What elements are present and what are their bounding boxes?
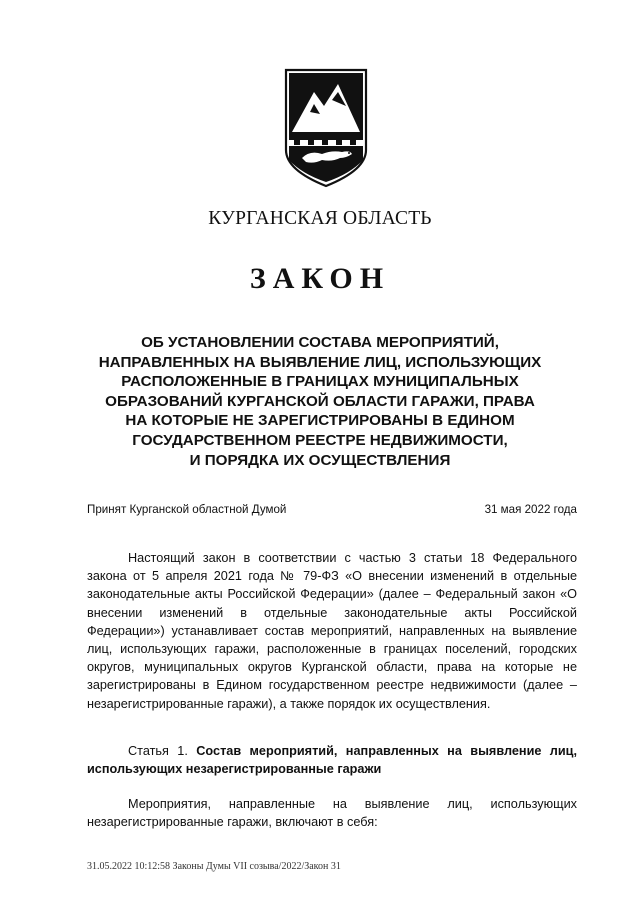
article-1-heading [87, 742, 577, 778]
law-title-line: НА КОТОРЫЕ НЕ ЗАРЕГИСТРИРОВАНЫ В ЕДИНОМ [125, 412, 515, 430]
law-title-line: ГОСУДАРСТВЕННОМ РЕЕСТРЕ НЕДВИЖИМОСТИ, [132, 431, 508, 449]
intro-paragraph: Настоящий закон в соответствии с частью 3 статьи 18 Федерального закона от 5 апреля 2021 года № 79-ФЗ «О внесении изменений в отдельные законодательные акты Российской Федерации» (далее – Федеральный закон «О внесении изменений в отдельные законодательные акты Российской Федерации») устанавливает состав мероприятий, направленных на выявление лиц, использующих гаражи, расположенные в границах поселений, городских округов, муниципальных округов Курганской области, права на которые не зарегистрированы в Едином государственном реестре недвижимости (далее – незарегистрированные гаражи), а также порядок их осуществления. [87, 551, 577, 711]
region-name: КУРГАНСКАЯ ОБЛАСТЬ [208, 208, 432, 229]
adoption-line [87, 503, 577, 516]
adopted-by: Принят Курганской областной Думой [87, 503, 287, 516]
law-title-line: ОБ УСТАНОВЛЕНИИ СОСТАВА МЕРОПРИЯТИЙ, [141, 334, 499, 351]
document-footer: 31.05.2022 10:12:58 Законы Думы VII созыва/2022/Закон 31 [87, 861, 341, 872]
article-1-label: Статья 1. [128, 744, 188, 758]
law-title-line: И ПОРЯДКА ИХ ОСУЩЕСТВЛЕНИЯ [189, 451, 451, 469]
coat-of-arms-icon [280, 66, 372, 190]
article-1-title: Состав мероприятий, направленных на выявление лиц, использующих незарегистрированные гаражи [87, 744, 577, 777]
adoption-date: 31 мая 2022 года [484, 503, 577, 516]
law-title [60, 333, 580, 470]
law-title-line: РАСПОЛОЖЕННЫЕ В ГРАНИЦАХ МУНИЦИПАЛЬНЫХ [121, 373, 519, 391]
law-title-line: НАПРАВЛЕННЫХ НА ВЫЯВЛЕНИЕ ЛИЦ, ИСПОЛЬЗУЮЩИХ [98, 353, 542, 371]
measures-paragraph: Мероприятия, направленные на выявление лиц, использующих незарегистрированные гаражи, включают в себя: [87, 797, 577, 830]
law-title-line: ОБРАЗОВАНИЙ КУРГАНСКОЙ ОБЛАСТИ ГАРАЖИ, ПРАВА [105, 392, 535, 410]
document-type: ЗАКОН [249, 262, 391, 295]
